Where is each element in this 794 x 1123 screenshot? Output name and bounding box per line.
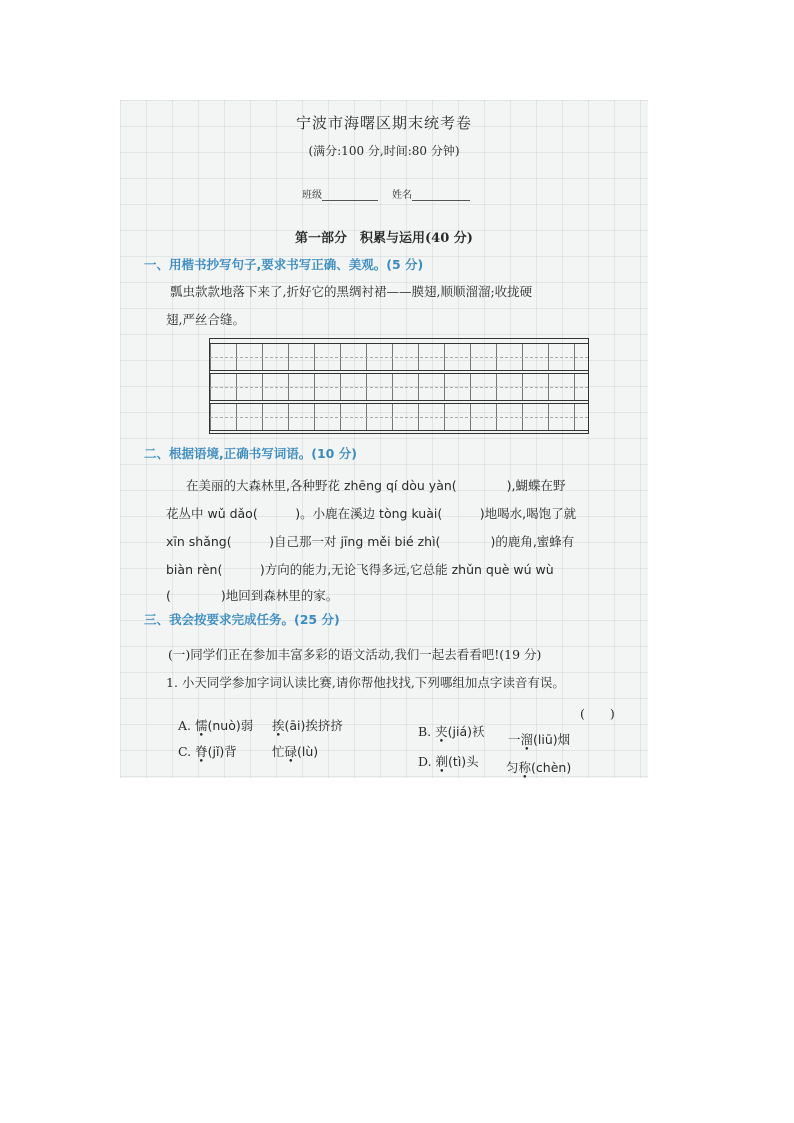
section2-line2: 花丛中 wǔ dǎo( )。小鹿在溪边 tòng kuài( )地喝水,喝饱了就	[166, 506, 577, 521]
section3-heading: 三、我会按要求完成任务。(25 分)	[144, 612, 340, 627]
part-title: 第一部分 积累与运用(40 分)	[295, 231, 473, 246]
dotted-char: 夹	[435, 724, 448, 739]
option-a-second: 挨(āi)挨挤挤	[272, 718, 343, 733]
writing-grid[interactable]	[209, 338, 589, 434]
section2-heading: 二、根据语境,正确书写词语。(10 分)	[144, 446, 357, 461]
dotted-char: 溜	[520, 732, 534, 747]
answer-paren[interactable]: ( )	[580, 706, 615, 721]
option-b-second: 一溜(liū)烟	[508, 732, 571, 747]
section1-heading: 一、用楷书抄写句子,要求书写正确、美观。(5 分)	[144, 257, 424, 272]
section2-line3: xīn shǎng( )自己那一对 jīng měi bié zhì( )的鹿角,蜜蜂有	[166, 534, 575, 549]
option-b[interactable]: B. 夹(jiá)袄	[418, 724, 485, 739]
option-c[interactable]: C. 脊(jǐ)背	[178, 744, 237, 759]
dotted-char: 脊	[195, 744, 208, 759]
exam-subtitle: (满分:100 分,时间:80 分钟)	[308, 144, 460, 158]
section2-line5: ( )地回到森林里的家。	[166, 588, 339, 603]
option-a[interactable]: A. 懦(nuò)弱	[178, 718, 254, 733]
exam-title: 宁波市海曙区期末统考卷	[295, 114, 472, 132]
section1-line2: 翅,严丝合缝。	[166, 312, 245, 327]
dotted-char: 挨	[272, 718, 285, 733]
dotted-char: 懦	[194, 718, 208, 733]
section2-line1: 在美丽的大森林里,各种野花 zhēng qí dòu yàn( ),蝴蝶在野	[186, 478, 566, 493]
dotted-char: 称	[518, 760, 532, 775]
writing-grid-row[interactable]	[210, 403, 588, 431]
option-d-second: 匀称(chèn)	[506, 760, 572, 775]
question-1: 1. 小天同学参加字词认读比赛,请你帮他找找,下列哪组加点字读音有误。	[166, 675, 565, 690]
dotted-char: 碌	[284, 744, 298, 759]
name-field[interactable]	[412, 190, 470, 201]
writing-grid-row[interactable]	[210, 343, 588, 371]
student-info-line	[302, 186, 470, 201]
option-c-second: 忙碌(lù)	[272, 744, 319, 759]
class-label: 班级	[302, 190, 322, 201]
option-d[interactable]: D. 剃(tì)头	[418, 754, 479, 769]
name-label: 姓名	[392, 190, 412, 201]
section2-line4: biàn rèn( )方向的能力,无论飞得多远,它总能 zhǔn què wú wù	[166, 562, 554, 577]
section3-sub1: (一)同学们正在参加丰富多彩的语文活动,我们一起去看看吧!(19 分)	[168, 647, 542, 662]
section1-line1: 瓢虫款款地落下来了,折好它的黑绸衬裙——膜翅,顺顺溜溜;收拢硬	[170, 284, 533, 299]
dotted-char: 剃	[435, 754, 449, 769]
scanned-exam-page	[120, 100, 648, 778]
writing-grid-row[interactable]	[210, 373, 588, 401]
class-field[interactable]	[322, 190, 378, 201]
